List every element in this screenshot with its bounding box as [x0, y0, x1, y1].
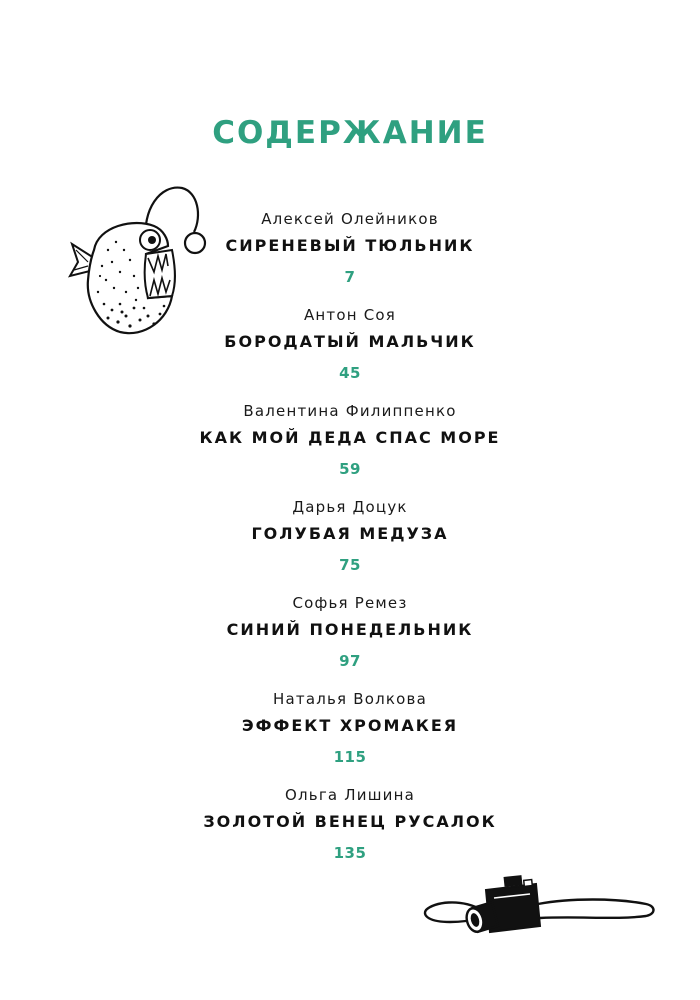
contents-entry[interactable]: [0, 400, 700, 481]
entry-page-number: 115: [333, 748, 367, 766]
contents-entry[interactable]: [0, 304, 700, 385]
entry-title: БОРОДАТЫЙ МАЛЬЧИК: [224, 332, 476, 351]
entry-title: КАК МОЙ ДЕДА СПАС МОРЕ: [199, 428, 501, 447]
contents-entry[interactable]: [0, 496, 700, 577]
contents-entry[interactable]: [0, 784, 700, 865]
contents-entry[interactable]: [0, 592, 700, 673]
entry-page-number: 7: [344, 268, 356, 286]
entry-page-number: 59: [339, 460, 361, 478]
entry-page-number: 97: [339, 652, 361, 670]
entry-author: Алексей Олейников: [261, 210, 439, 228]
camera-illustration: [420, 868, 660, 948]
contents-entry[interactable]: [0, 208, 700, 289]
entry-author: Софья Ремез: [292, 594, 408, 612]
entry-author: Валентина Филиппенко: [243, 402, 457, 420]
entry-page-number: 75: [339, 556, 361, 574]
contents-heading: СОДЕРЖАНИЕ: [212, 115, 488, 151]
entry-author: Дарья Доцук: [292, 498, 408, 516]
entry-author: Антон Соя: [303, 306, 397, 324]
entry-page-number: 45: [339, 364, 361, 382]
entry-author: Ольга Лишина: [285, 786, 415, 804]
entry-title: СИРЕНЕВЫЙ ТЮЛЬНИК: [225, 236, 475, 255]
contents-entry[interactable]: [0, 688, 700, 769]
entry-title: ГОЛУБАЯ МЕДУЗА: [251, 524, 449, 543]
entry-title: ЗОЛОТОЙ ВЕНЕЦ РУСАЛОК: [203, 812, 497, 831]
entry-author: Наталья Волкова: [273, 690, 427, 708]
entry-page-number: 135: [333, 844, 367, 862]
entry-title: СИНИЙ ПОНЕДЕЛЬНИК: [226, 620, 474, 639]
entry-title: ЭФФЕКТ ХРОМАКЕЯ: [241, 716, 459, 735]
